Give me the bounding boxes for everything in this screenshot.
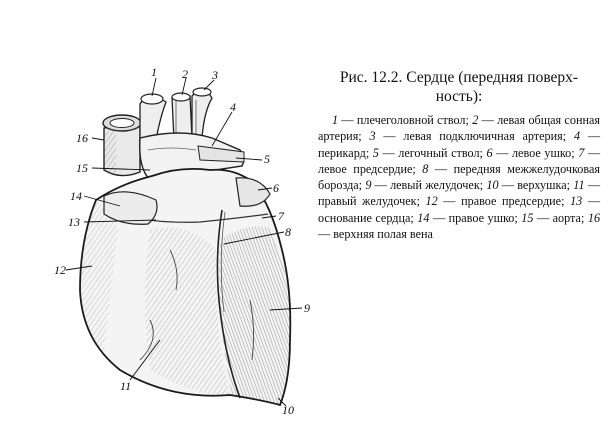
callout-13: 13 <box>68 215 80 229</box>
legend-text: левое ушко; <box>511 145 575 160</box>
callout-4: 4 <box>230 100 236 114</box>
legend-text: легочный ствол; <box>398 145 483 160</box>
legend-text: плечеголовной ствол; <box>356 113 469 127</box>
legend-text: правый желудочек; <box>318 194 420 209</box>
legend-number: 7 <box>578 145 585 160</box>
legend-entry: 2 — левая общая сонная артерия; <box>318 113 600 144</box>
legend-text: правое ушко; <box>448 210 518 225</box>
legend-entry: 12 — правое предсердие; <box>425 194 565 209</box>
legend-number: 4 <box>573 129 581 144</box>
figure-caption <box>318 68 600 242</box>
caption-title: Рис. 12.2. Сердце (передняя поверх-ность): <box>339 69 579 105</box>
legend-text: перикард; <box>318 145 370 160</box>
legend-number: 16 <box>587 210 601 225</box>
callout-1: 1 <box>151 65 157 79</box>
legend-number: 9 <box>365 178 372 193</box>
legend-entry: 6 — левое ушко; <box>486 145 575 160</box>
legend-text: левая подключичная артерия; <box>403 129 567 144</box>
superior-vena-cava <box>103 115 141 176</box>
legend-number: 11 <box>573 178 585 193</box>
callout-15: 15 <box>76 161 88 175</box>
legend-text: левая общая сонная артерия; <box>318 113 600 144</box>
legend-text: левое предсердие; <box>318 161 416 176</box>
legend-text: левый желудочек; <box>390 178 484 193</box>
legend-entry: 7 — левое предсердие; <box>318 145 601 176</box>
legend-entry: 5 — легочный ствол; <box>372 145 483 160</box>
legend-number: 8 <box>422 161 429 176</box>
heart-body <box>80 169 290 405</box>
callout-12: 12 <box>54 263 66 277</box>
callout-8: 8 <box>285 225 291 239</box>
callout-14: 14 <box>70 189 82 203</box>
callout-7: 7 <box>278 209 284 223</box>
legend-entry: 15 — аорта; <box>521 210 585 225</box>
legend-entry: 3 — левая подключичная артерия; <box>369 129 567 144</box>
legend-number: 12 <box>425 194 438 209</box>
legend-number: 5 <box>372 145 379 160</box>
callout-10: 10 <box>282 403 294 417</box>
legend-number: 3 <box>369 129 376 144</box>
legend-entry: 10 — верхушка; <box>486 178 571 193</box>
legend-number: 10 <box>486 178 499 193</box>
callout-2: 2 <box>182 67 188 81</box>
legend-entry: 14 — правое ушко; <box>417 210 518 225</box>
legend-entry: 13 — основание сердца; <box>318 194 601 225</box>
legend-entry: 9 — левый желудочек; <box>365 178 484 193</box>
legend-number: 1 <box>332 113 339 127</box>
legend-number: 2 <box>472 113 479 127</box>
callout-5: 5 <box>264 152 270 166</box>
legend-entry: 4 — перикард; <box>318 129 601 160</box>
legend-text: аорта; <box>552 210 585 225</box>
legend-text: передняя межжелудочковая борозда; <box>318 161 600 193</box>
legend-number: 15 <box>521 210 534 225</box>
legend-number: 6 <box>486 145 493 160</box>
legend-text: основание сердца; <box>318 210 414 225</box>
callout-9: 9 <box>304 301 310 315</box>
legend-entry: 1 — плечеголовной ствол; <box>332 113 469 127</box>
callout-11: 11 <box>120 379 132 393</box>
legend-number: 14 <box>417 210 430 225</box>
callout-6: 6 <box>273 181 279 195</box>
legend-text: верхняя полая вена <box>333 227 433 242</box>
caption-legend <box>318 112 600 242</box>
legend-entry: 16 — верхняя полая вена <box>318 210 601 242</box>
legend-text: правое предсердие; <box>461 194 565 209</box>
legend-entry: 8 — передняя межжелудочковая борозда; <box>318 161 600 193</box>
legend-number: 13 <box>570 194 583 209</box>
legend-text: верхушка; <box>517 178 571 193</box>
legend-entry: 11 — правый желудочек; <box>318 178 601 209</box>
great-vessels <box>140 88 212 140</box>
callout-3: 3 <box>212 68 218 82</box>
callout-16: 16 <box>76 131 88 145</box>
